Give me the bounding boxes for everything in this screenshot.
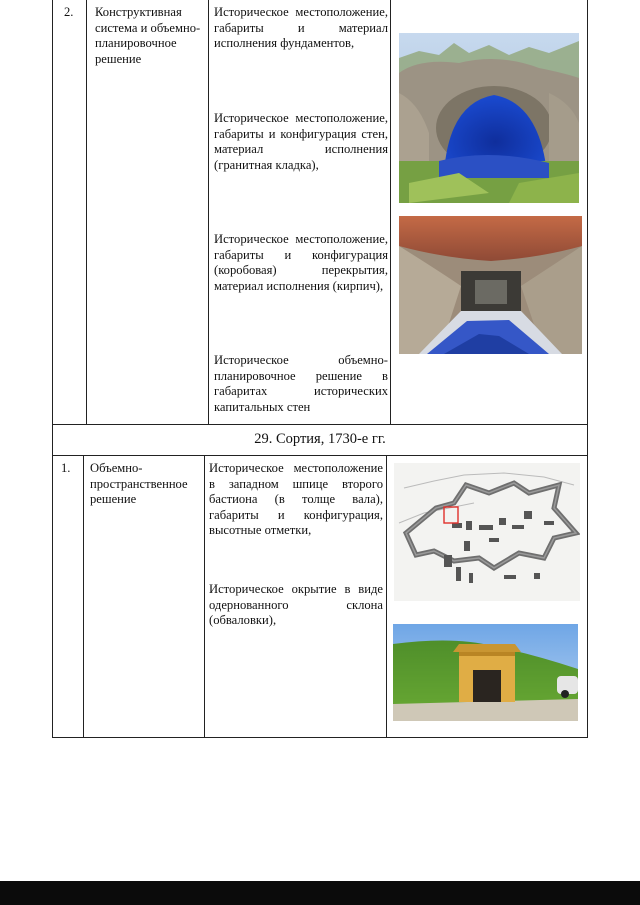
scan-edge bbox=[0, 881, 640, 905]
feature-layout: Историческое объемно-планировочное решение в габаритах исторических капитальных стен bbox=[214, 353, 388, 414]
section-title: 29. Сортия, 1730-е гг. bbox=[254, 431, 386, 447]
element-name: Объемно-пространственное решение bbox=[90, 461, 188, 507]
table-line bbox=[390, 0, 391, 424]
table-line bbox=[204, 455, 205, 738]
row-number: 2. bbox=[64, 5, 74, 19]
feature-walls: Историческое местоположение, габариты и конфигурация стен, материал исполнения (гранитная кладка), bbox=[214, 111, 388, 172]
feature-foundations: Историческое местоположение, габариты и материал исполнения фундаментов, bbox=[214, 5, 388, 51]
table-line bbox=[587, 0, 588, 738]
table-line bbox=[86, 0, 87, 424]
photo-sortie-gate bbox=[393, 624, 578, 721]
feature-location: Историческое местоположение в западном шпице второго бастиона (в толще вала), габариты и конфигурация, высотные отметки, bbox=[209, 461, 383, 538]
element-name: Конструктивная система и объемно-планировочное решение bbox=[95, 5, 201, 66]
feature-vault: Историческое местоположение, габариты и конфигурация (коробовая) перекрытия, материал исполнения (кирпич), bbox=[214, 232, 388, 293]
table-line bbox=[52, 0, 53, 738]
table-line bbox=[83, 455, 84, 738]
photo-ruin-entrance bbox=[399, 33, 579, 203]
table-line bbox=[52, 737, 588, 738]
row-number: 1. bbox=[61, 461, 71, 475]
table-line bbox=[386, 455, 387, 738]
table-line bbox=[52, 455, 588, 456]
site-plan-map bbox=[394, 463, 580, 601]
table-line bbox=[52, 424, 588, 425]
table-line bbox=[208, 0, 209, 424]
feature-covering: Историческое окрытие в виде одернованного склона (обваловки), bbox=[209, 582, 383, 628]
photo-brick-vault bbox=[399, 216, 582, 354]
